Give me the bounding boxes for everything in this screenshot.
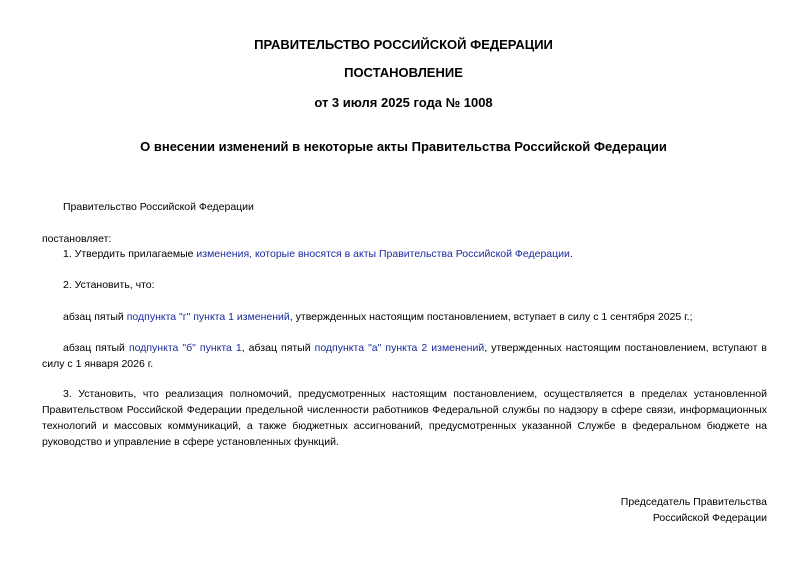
issuer-paragraph: Правительство Российской Федерации: [63, 201, 254, 213]
government-heading: ПРАВИТЕЛЬСТВО РОССИЙСКОЙ ФЕДЕРАЦИИ: [254, 37, 553, 52]
clause-a-suffix: , утвержденных настоящим постановлением, вступает в силу с 1 сентября 2025 г.;: [289, 311, 693, 323]
item-1-paragraph: [42, 246, 767, 262]
clause-b-paragraph: [42, 340, 767, 372]
subitem-b-item-1-link[interactable]: подпункта "б" пункта 1: [128, 342, 242, 354]
amendments-link[interactable]: изменения, которые вносятся в акты Правительства Российской Федерации: [196, 248, 570, 260]
clause-a-prefix: абзац пятый: [63, 311, 127, 323]
document-type-heading: ПОСТАНОВЛЕНИЕ: [344, 65, 463, 80]
item-1-prefix: 1. Утвердить прилагаемые: [63, 248, 197, 260]
clause-a-paragraph: [42, 309, 767, 325]
item-3-paragraph: 3. Установить, что реализация полномочий, предусмотренных настоящим постановлением, осуществляется в пределах установленной Правительством Российской Федерации предельной численности работников Федеральной службы по надзору в сфере связи, информационных технологий и массовых коммуникаций, а также бюджетных ассигнований, предусмотренных указанной Службе в федеральном бюджете на руководство и управление в сфере установленных функций.: [42, 388, 767, 448]
item-1-suffix: .: [569, 248, 573, 260]
decrees-paragraph: постановляет:: [42, 233, 112, 245]
clause-b-suffix: , утвержденных настоящим постановлением, вступают в силу с 1 января 2026 г.: [42, 342, 768, 370]
subitem-g-item-1-link[interactable]: подпункта "г" пункта 1 изменений: [126, 311, 290, 323]
document-date-number: от 3 июля 2025 года № 1008: [314, 95, 493, 110]
document-subject: О внесении изменений в некоторые акты Правительства Российской Федерации: [140, 139, 667, 154]
clause-b-prefix: абзац пятый: [63, 342, 129, 354]
signature-title-line-2: Российской Федерации: [652, 512, 767, 524]
item-2-paragraph: 2. Установить, что:: [63, 279, 155, 291]
signature-title-line-1: Председатель Правительства: [620, 496, 767, 508]
subitem-a-item-2-link[interactable]: подпункта "а" пункта 2 изменений: [314, 342, 485, 354]
clause-b-middle: , абзац пятый: [241, 342, 315, 354]
